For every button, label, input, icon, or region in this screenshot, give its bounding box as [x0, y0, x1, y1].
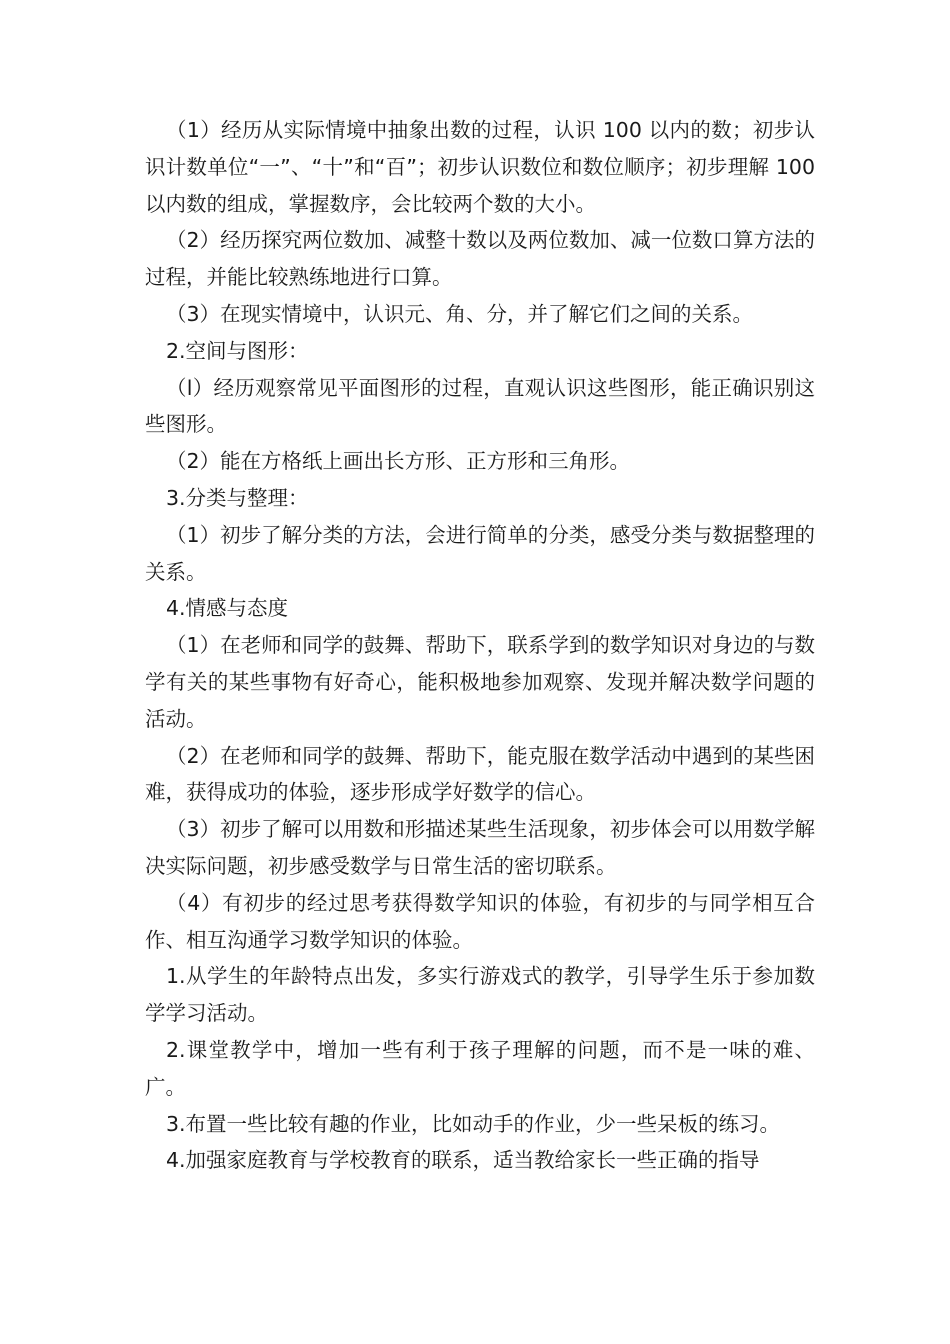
paragraph-measure-homework: 3.布置一些比较有趣的作业，比如动手的作业，少一些呆板的练习。: [166, 1111, 781, 1136]
heading-classification: 3.分类与整理：: [166, 485, 309, 510]
paragraph-cooperation: （4）有初步的经过思考获得数学知识的体验，有初步的与同学相互合作、相互沟通学习数学知识的体验。: [145, 890, 815, 952]
heading-emotion-attitude: 4.情感与态度: [166, 596, 289, 621]
paragraph-plane-figures: （l）经历观察常见平面图形的过程，直观认识这些图形，能正确识别这些图形。: [145, 375, 815, 437]
paragraph-measure-games: 1.从学生的年龄特点出发，多实行游戏式的教学，引导学生乐于参加数学学习活动。: [145, 964, 815, 1026]
paragraph-measure-family: 4.加强家庭教育与学校教育的联系，适当教给家长一些正确的指导: [166, 1148, 760, 1173]
paragraph-confidence: （2）在老师和同学的鼓舞、帮助下，能克服在数学活动中遇到的某些困难，获得成功的体验，逐步形成学好数学的信心。: [145, 743, 815, 805]
paragraph-classification-method: （1）初步了解分类的方法，会进行简单的分类，感受分类与数据整理的关系。: [145, 522, 815, 584]
paragraph-money: （3）在现实情境中，认识元、角、分，并了解它们之间的关系。: [166, 301, 754, 326]
paragraph-numbers: （1）经历从实际情境中抽象出数的过程，认识 100 以内的数；初步认识计数单位“一”、“十”和“百”；初步认识数位和数位顺序；初步理解 100 以内数的组成，掌握数序，会比较两个数的大小。: [145, 118, 815, 216]
paragraph-grid-drawing: （2）能在方格纸上画出长方形、正方形和三角形。: [166, 449, 631, 474]
heading-space-and-shapes: 2.空间与图形：: [166, 338, 309, 363]
document-page: [145, 112, 815, 1179]
paragraph-curiosity: （1）在老师和同学的鼓舞、帮助下，联系学到的数学知识对身边的与数学有关的某些事物有好奇心，能积极地参加观察、发现并解决数学问题的活动。: [145, 633, 815, 731]
paragraph-mental-arithmetic: （2）经历探究两位数加、减整十数以及两位数加、减一位数口算方法的过程，并能比较熟练地进行口算。: [145, 228, 815, 290]
paragraph-measure-classroom: 2.课堂教学中，增加一些有利于孩子理解的问题，而不是一味的难、广。: [145, 1037, 815, 1099]
paragraph-real-life: （3）初步了解可以用数和形描述某些生活现象，初步体会可以用数学解决实际问题，初步感受数学与日常生活的密切联系。: [145, 817, 815, 878]
